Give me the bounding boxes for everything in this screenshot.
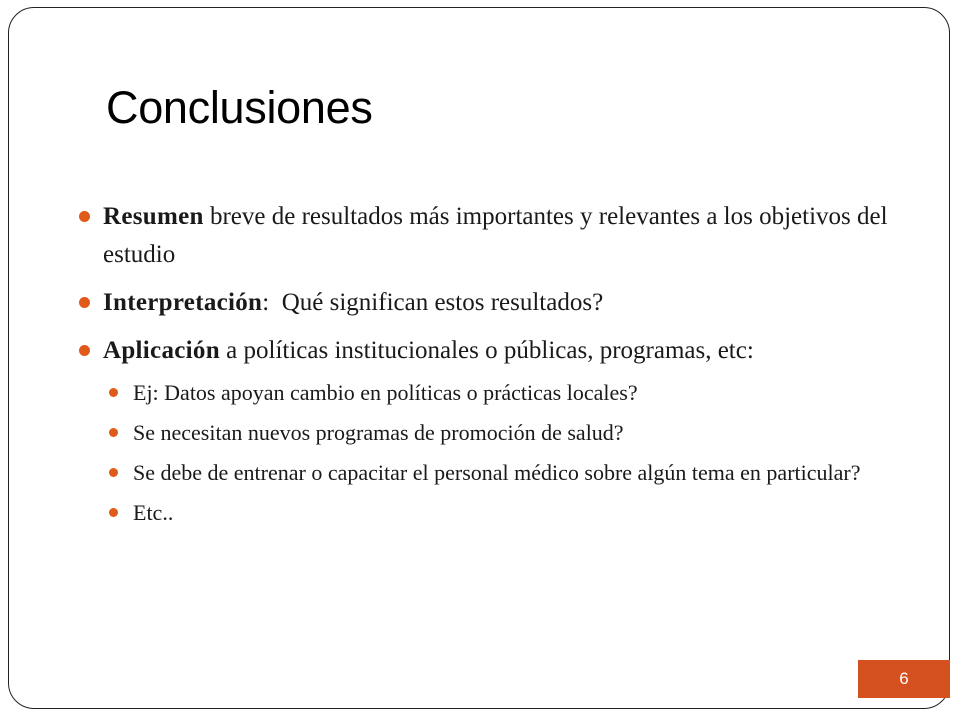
bullet-text: : Qué significan estos resultados? xyxy=(262,289,604,316)
bullet-text: a políticas institucionales o públicas, programas, etc: xyxy=(219,337,754,364)
sub-bullet-text: Ej: Datos apoyan cambio en políticas o prácticas locales? xyxy=(133,380,638,405)
sub-bullet-dot-icon xyxy=(109,508,118,517)
sub-bullet-text: Se debe de entrenar o capacitar el personal médico sobre algún tema en particular? xyxy=(133,460,861,485)
bullet-item-resumen xyxy=(78,198,898,274)
sub-bullet-dot-icon xyxy=(109,428,118,437)
sub-bullet-item xyxy=(105,496,898,529)
bullet-keyword: Interpretación xyxy=(103,289,263,316)
sub-bullet-dot-icon xyxy=(109,388,118,397)
bullet-dot-icon xyxy=(79,211,90,222)
sub-bullet-text: Se necesitan nuevos programas de promoción de salud? xyxy=(133,420,624,445)
slide-title: Conclusiones xyxy=(106,82,373,133)
sub-bullet-text: Etc.. xyxy=(133,500,174,525)
sub-bullet-dot-icon xyxy=(109,468,118,477)
bullet-dot-icon xyxy=(79,297,90,308)
bullet-dot-icon xyxy=(79,345,90,356)
sub-bullet-item xyxy=(105,416,898,449)
bullet-item-interpretacion xyxy=(78,284,898,322)
bullet-list xyxy=(78,198,898,536)
bullet-keyword: Resumen xyxy=(103,203,204,230)
bullet-text: breve de resultados más importantes y relevantes a los objetivos del estudio xyxy=(103,203,888,268)
sub-bullet-item xyxy=(105,456,898,489)
bullet-keyword: Aplicación xyxy=(103,337,220,364)
sub-bullet-item xyxy=(105,376,898,409)
page-number-badge: 6 xyxy=(858,660,950,698)
bullet-item-aplicacion xyxy=(78,332,898,370)
